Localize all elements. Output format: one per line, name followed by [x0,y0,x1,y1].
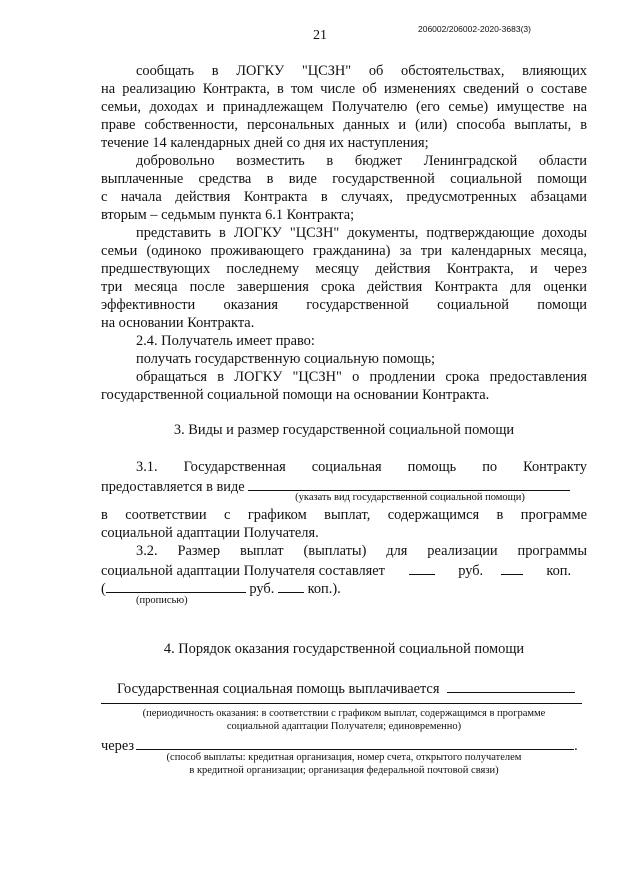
section-3-heading: 3. Виды и размер государственной социальной помощи [173,422,515,438]
amount-kop-field[interactable] [501,560,523,575]
paren-open: ( [101,581,106,597]
caption-aid-type: (указать вид государственной социальной помощи) [295,492,525,503]
paragraph-line: течение 14 календарных дней со дня их наступления; [101,135,429,151]
amount-rub-field[interactable] [409,560,435,575]
paragraph-line: социальной адаптации Получателя. [101,525,319,541]
caption-method-2: в кредитной организации; организация федеральной почтовой связи) [189,765,499,776]
page-number: 21 [313,28,327,43]
rub-label: руб. [249,581,275,597]
amount-words-kop-field[interactable] [278,578,304,593]
paragraph-line: семьи, доходах и принадлежащем Получателю (его семье) имуществе на [101,99,587,115]
paragraph-line: праве собственности, персональных данных и (или) способа выплаты, в [101,117,587,133]
label-text: социальной адаптации Получателя составляет [101,563,385,579]
payment-method-field[interactable] [136,735,574,750]
rub-label: руб. [458,563,484,579]
paragraph-line: вторым – седьмым пункта 6.1 Контракта; [101,207,355,223]
paragraph-line: государственной социальной помощи на основании Контракта. [101,387,490,403]
paragraph-line: обращаться в ЛОГКУ "ЦСЗН" о продлении срока предоставления [136,369,587,385]
clause-3-2: 3.2. Размер выплат (выплаты) для реализации программы [136,543,587,559]
paragraph-line: выплаченные средства в виде государственной социальной помощи [101,171,587,187]
end-dot: . [574,738,578,754]
paragraph-line: эффективности оказания государственной социальной помощи [101,297,587,313]
document-id: 206002/206002-2020-3683(3) [418,24,531,34]
label-text: предоставляется в виде [101,479,245,495]
payment-frequency-line[interactable] [101,703,582,704]
section-4-heading: 4. Порядок оказания государственной социальной помощи [163,641,525,657]
amount-words-field[interactable] [106,578,246,593]
caption-method-1: (способ выплаты: кредитная организация, номер счета, открытого получателем [166,752,522,763]
paragraph-line: предшествующих последнему месяцу действия Контракта, и через [101,261,587,277]
paragraph-line: сообщать в ЛОГКУ "ЦСЗН" об обстоятельствах, влияющих [136,63,587,79]
caption-frequency-1: (периодичность оказания: в соответствии с графиком выплат, содержащимся в программе [142,708,546,719]
paragraph-line: три месяца после завершения срока действия Контракта для оценки [101,279,587,295]
aid-type-field[interactable] [248,476,570,491]
kop-label: коп. [546,563,572,579]
payment-frequency-field[interactable] [447,678,575,693]
paragraph-line: семьи (одиноко проживающего гражданина) за три календарных месяца, [101,243,587,259]
paragraph-line: в соответствии с графиком выплат, содержащимся в программе [101,507,587,523]
kop-label: коп.). [307,581,341,597]
caption-frequency-2: социальной адаптации Получателя; единовременно) [226,721,462,732]
paragraph-line: получать государственную социальную помощь; [136,351,436,367]
label-text: Государственная социальная помощь выплачивается [117,681,440,697]
paragraph-line: добровольно возместить в бюджет Ленинградской области [136,153,587,169]
caption-in-words: (прописью) [136,595,188,606]
paragraph-line: представить в ЛОГКУ "ЦСЗН" документы, подтверждающие доходы [136,225,587,241]
label-text: через [101,738,135,754]
clause-3-1: 3.1. Государственная социальная помощь по Контракту [136,459,587,475]
paragraph-line [117,678,587,698]
paragraph-line: на основании Контракта. [101,315,255,331]
paragraph-line: на реализацию Контракта, в том числе об изменениях сведений о составе [101,81,587,97]
clause-2-4: 2.4. Получатель имеет право: [136,333,315,349]
paragraph-line: с начала действия Контракта в случаях, предусмотренных абзацами [101,189,587,205]
paragraph-line [101,560,587,580]
